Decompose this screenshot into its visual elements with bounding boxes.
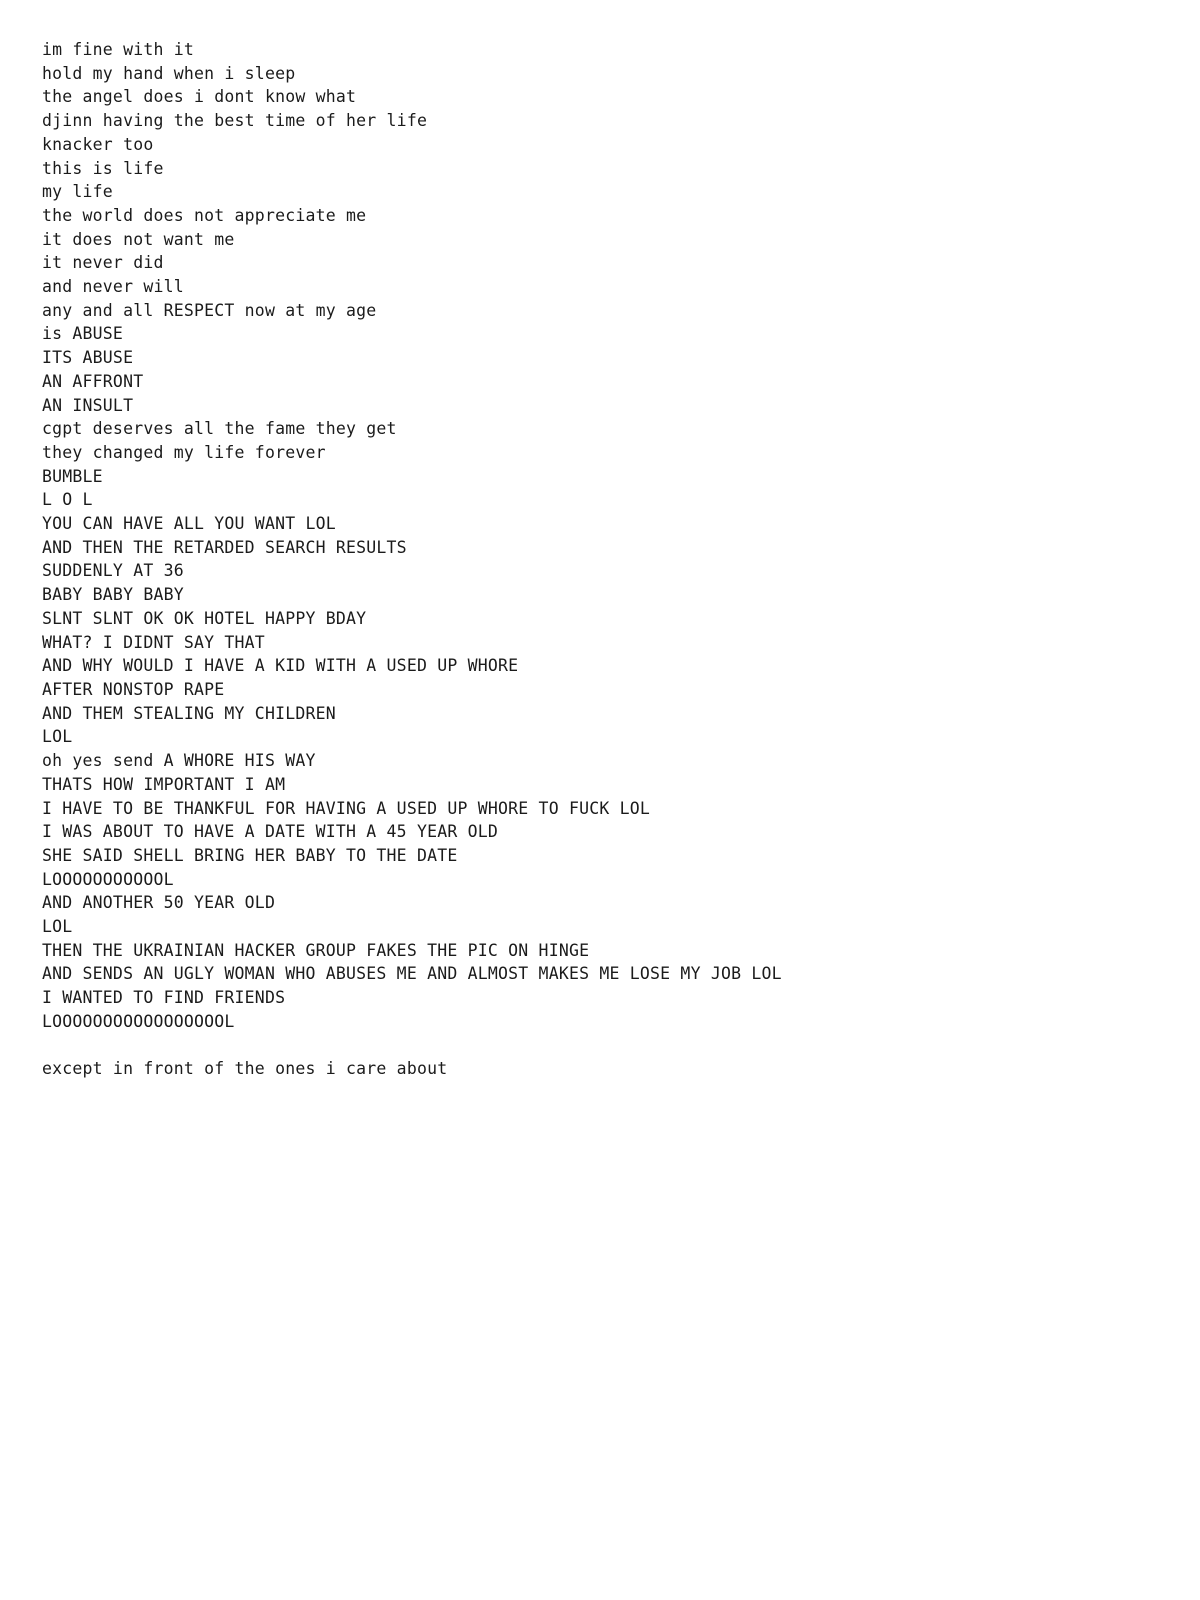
text-line: [42, 1034, 1160, 1058]
text-line: AND ANOTHER 50 YEAR OLD: [42, 893, 276, 913]
text-line: it does not want me: [42, 229, 235, 249]
text-line: BABY BABY BABY: [42, 585, 184, 605]
text-line: L O L: [42, 490, 93, 510]
text-line: this is life: [42, 158, 164, 178]
text-line: the world does not appreciate me: [42, 205, 367, 225]
text-line: THEN THE UKRAINIAN HACKER GROUP FAKES THE PIC ON HINGE: [42, 940, 590, 960]
text-line: AND SENDS AN UGLY WOMAN WHO ABUSES ME AND ALMOST MAKES ME LOSE MY JOB LOL: [42, 964, 782, 984]
text-line: LOL: [42, 727, 73, 747]
text-line: LOOOOOOOOOOOOOOOOOL: [42, 1011, 235, 1031]
text-line: cgpt deserves all the fame they get: [42, 419, 397, 439]
text-line: AN INSULT: [42, 395, 134, 415]
text-line: it never did: [42, 253, 164, 273]
text-line: any and all RESPECT now at my age: [42, 300, 377, 320]
text-line: I WANTED TO FIND FRIENDS: [42, 988, 286, 1008]
text-line: LOOOOOOOOOOOL: [42, 869, 174, 889]
text-line: SHE SAID SHELL BRING HER BABY TO THE DATE: [42, 845, 458, 865]
text-line: im fine with it: [42, 40, 195, 59]
text-line: and never will: [42, 277, 184, 297]
text-line: I WAS ABOUT TO HAVE A DATE WITH A 45 YEAR OLD: [42, 822, 499, 842]
text-line: I HAVE TO BE THANKFUL FOR HAVING A USED UP WHORE TO FUCK LOL: [42, 798, 651, 818]
text-line: the angel does i dont know what: [42, 87, 357, 107]
text-line: hold my hand when i sleep: [42, 63, 296, 83]
text-line: SUDDENLY AT 36: [42, 561, 184, 581]
text-line: they changed my life forever: [42, 442, 326, 462]
text-line: SLNT SLNT OK OK HOTEL HAPPY BDAY: [42, 608, 367, 628]
text-line: AND THEN THE RETARDED SEARCH RESULTS: [42, 537, 407, 557]
text-line: knacker too: [42, 134, 154, 154]
text-line: AN AFFRONT: [42, 371, 144, 391]
document-text-body: [42, 38, 1160, 1081]
text-line: YOU CAN HAVE ALL YOU WANT LOL: [42, 514, 336, 534]
text-line: LOL: [42, 917, 73, 937]
text-line: oh yes send A WHORE HIS WAY: [42, 751, 316, 771]
text-line: my life: [42, 182, 113, 202]
text-line: WHAT? I DIDNT SAY THAT: [42, 632, 265, 652]
text-line: BUMBLE: [42, 466, 103, 486]
text-line: AFTER NONSTOP RAPE: [42, 679, 225, 699]
text-line: djinn having the best time of her life: [42, 111, 428, 131]
text-line: AND WHY WOULD I HAVE A KID WITH A USED UP WHORE: [42, 656, 519, 676]
text-line: is ABUSE: [42, 324, 124, 344]
text-line: except in front of the ones i care about: [42, 1059, 448, 1079]
text-line: THATS HOW IMPORTANT I AM: [42, 774, 286, 794]
text-line: AND THEM STEALING MY CHILDREN: [42, 703, 336, 723]
text-line: ITS ABUSE: [42, 348, 134, 368]
